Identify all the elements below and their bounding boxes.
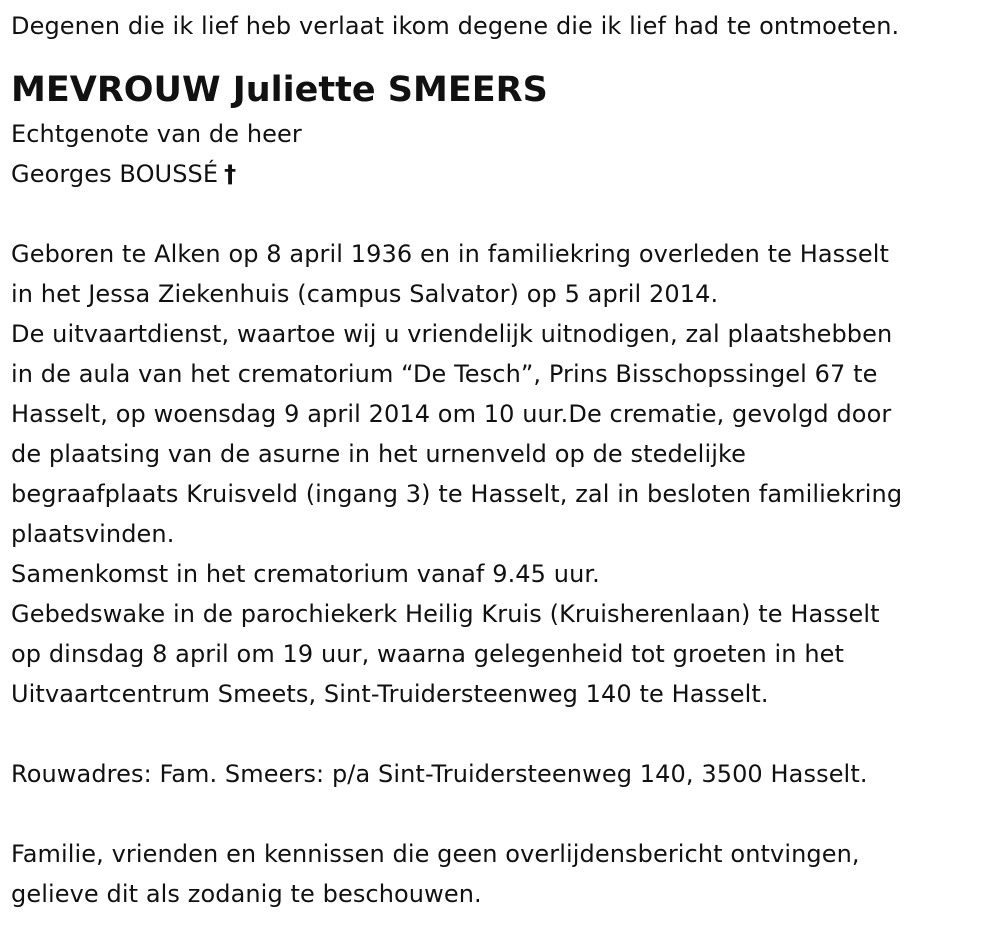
spacer bbox=[11, 714, 1000, 754]
motto-text: Degenen die ik lief heb verlaat ikom degene die ik lief had te ontmoeten. bbox=[11, 12, 900, 40]
body-line: Uitvaartcentrum Smeets, Sint-Truidersteenweg 140 te Hasselt. bbox=[11, 680, 769, 708]
body-text bbox=[11, 234, 1000, 714]
closing-line: Familie, vrienden en kennissen die geen overlijdensbericht ontvingen, bbox=[11, 840, 860, 868]
body-line: in het Jessa Ziekenhuis (campus Salvator) op 5 april 2014. bbox=[11, 280, 719, 308]
spacer bbox=[11, 794, 1000, 834]
body-line: Samenkomst in het crematorium vanaf 9.45 uur. bbox=[11, 560, 600, 588]
body-line: op dinsdag 8 april om 19 uur, waarna gelegenheid tot groeten in het bbox=[11, 640, 845, 668]
body-line: in de aula van het crematorium “De Tesch”, Prins Bisschopssingel 67 te bbox=[11, 360, 878, 388]
body-line: Geboren te Alken op 8 april 1936 en in familiekring overleden te Hasselt bbox=[11, 240, 890, 268]
body-line: Gebedswake in de parochiekerk Heilig Kruis (Kruisherenlaan) te Hasselt bbox=[11, 600, 880, 628]
body-line: plaatsvinden. bbox=[11, 520, 175, 548]
body-line: de plaatsing van de asurne in het urnenveld op de stedelijke bbox=[11, 440, 746, 468]
spouse-line-2 bbox=[11, 154, 1000, 194]
spacer bbox=[11, 194, 1000, 234]
spouse-name: Georges BOUSSÉ bbox=[11, 160, 219, 188]
cross-icon: † bbox=[224, 160, 237, 188]
body-line: Hasselt, op woensdag 9 april 2014 om 10 uur.De crematie, gevolgd door bbox=[11, 400, 892, 428]
body-line: De uitvaartdienst, waartoe wij u vriendelijk uitnodigen, zal plaatshebben bbox=[11, 320, 893, 348]
spouse-line-1: Echtgenote van de heer bbox=[11, 120, 302, 148]
closing-text bbox=[11, 834, 1000, 914]
body-line: begraafplaats Kruisveld (ingang 3) te Hasselt, zal in besloten familiekring bbox=[11, 480, 903, 508]
deceased-name: MEVROUW Juliette SMEERS bbox=[11, 70, 548, 110]
closing-line: gelieve dit als zodanig te beschouwen. bbox=[11, 880, 482, 908]
mourning-address: Rouwadres: Fam. Smeers: p/a Sint-Truidersteenweg 140, 3500 Hasselt. bbox=[11, 760, 868, 788]
